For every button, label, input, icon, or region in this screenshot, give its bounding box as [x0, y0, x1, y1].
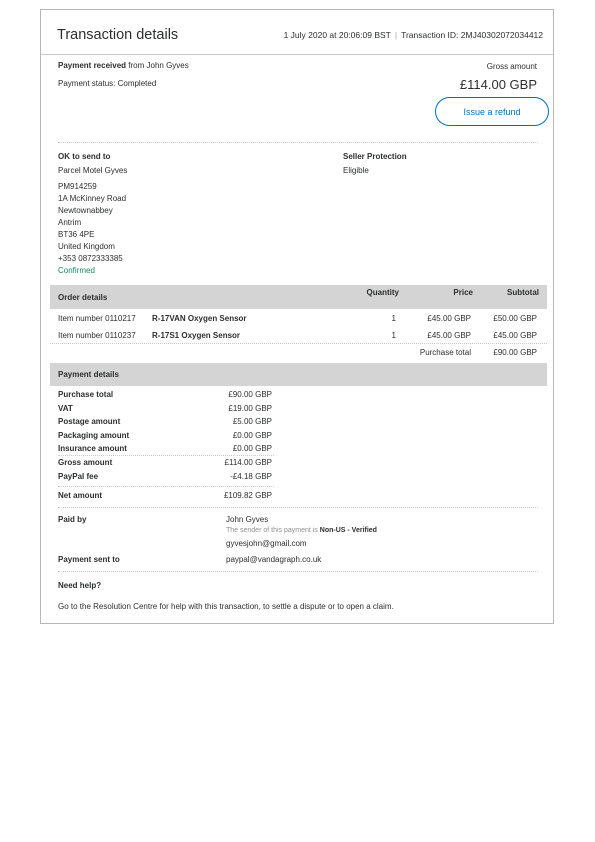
detail-label: VAT	[58, 404, 73, 413]
detail-value: £5.00 GBP	[232, 417, 272, 426]
item-quantity: 1	[391, 331, 396, 340]
item-name: R-17VAN Oxygen Sensor	[152, 314, 247, 323]
address-line: Newtownabbey	[58, 206, 113, 215]
detail-value: £90.00 GBP	[228, 390, 272, 399]
detail-value: £114.00 GBP	[224, 458, 272, 467]
address-line: United Kingdom	[58, 242, 115, 251]
detail-label: Insurance amount	[58, 444, 127, 453]
item-number: Item number 0110217	[58, 314, 136, 323]
divider	[58, 455, 274, 456]
payment-details-heading: Payment details	[58, 370, 119, 379]
purchase-total-value: £90.00 GBP	[493, 348, 537, 357]
transaction-datetime: 1 July 2020 at 20:06:09 BST	[283, 30, 391, 40]
help-prefix: Go to the	[58, 602, 91, 611]
sender-note-prefix: The sender of this payment is	[226, 527, 318, 534]
seller-protection-heading: Seller Protection	[343, 152, 407, 161]
recipient-email: paypal@vandagraph.co.uk	[226, 555, 322, 564]
detail-value: -£4.18 GBP	[230, 472, 272, 481]
address-line: 1A McKinney Road	[58, 194, 127, 203]
payment-received-label: Payment received	[58, 61, 127, 70]
column-subtotal: Subtotal	[507, 288, 539, 297]
purchase-total-label: Purchase total	[419, 348, 471, 357]
payment-from: from John Gyves	[128, 61, 189, 70]
detail-label: Gross amount	[58, 458, 113, 467]
shipping-address	[58, 181, 126, 277]
order-details-heading: Order details	[58, 293, 108, 302]
payment-sent-to-label: Payment sent to	[58, 555, 120, 564]
page-title: Transaction details	[57, 27, 179, 43]
detail-label: Postage amount	[58, 417, 121, 426]
column-price: Price	[453, 288, 473, 297]
item-number: Item number 0110237	[58, 331, 136, 340]
detail-value: £19.00 GBP	[228, 404, 272, 413]
detail-label: Purchase total	[58, 390, 114, 399]
divider	[58, 142, 538, 143]
gross-amount-value: £114.00 GBP	[459, 77, 537, 92]
payment-status-value: Completed	[117, 79, 157, 88]
detail-value: £109.82 GBP	[223, 491, 272, 500]
transaction-details-card	[40, 9, 554, 624]
detail-label: Net amount	[58, 491, 102, 500]
phone-number: +353 0872333385	[58, 254, 123, 263]
gross-amount-label: Gross amount	[486, 62, 537, 71]
column-quantity: Quantity	[366, 288, 399, 297]
issue-refund-button[interactable]: Issue a refund	[435, 97, 549, 126]
ok-to-send-heading: OK to send to	[58, 152, 111, 161]
sender-note	[226, 527, 377, 534]
recipient-name: Parcel Motel Gyves	[58, 166, 128, 175]
payment-received	[58, 61, 189, 70]
payer-email: gyvesjohn@gmail.com	[226, 539, 307, 548]
detail-value: £0.00 GBP	[232, 444, 272, 453]
divider	[58, 571, 538, 572]
item-price: £45.00 GBP	[427, 314, 471, 323]
address-line: PM914259	[58, 182, 97, 191]
detail-label: Packaging amount	[58, 431, 130, 440]
payer-name: John Gyves	[226, 515, 269, 524]
address-line: BT36 4PE	[58, 230, 95, 239]
detail-value: £0.00 GBP	[232, 431, 272, 440]
need-help-heading: Need help?	[58, 581, 102, 590]
divider	[58, 486, 274, 487]
divider	[58, 507, 538, 508]
payment-status	[58, 79, 156, 88]
item-subtotal: £45.00 GBP	[493, 331, 537, 340]
seller-protection-value: Eligible	[343, 166, 369, 175]
address-line: Antrim	[58, 218, 82, 227]
order-details-header	[50, 285, 547, 309]
address-confirmed-status: Confirmed	[58, 266, 95, 275]
item-quantity: 1	[391, 314, 396, 323]
sender-verification-status: Non-US - Verified	[319, 527, 377, 534]
item-name: R-17S1 Oxygen Sensor	[152, 331, 241, 340]
detail-label: PayPal fee	[58, 472, 99, 481]
help-text	[58, 602, 394, 611]
meta-separator: |	[394, 30, 398, 40]
payment-details-header	[50, 363, 547, 386]
payment-status-label: Payment status:	[58, 79, 116, 88]
transaction-id: Transaction ID: 2MJ40302072034412	[401, 30, 543, 40]
divider	[50, 343, 547, 344]
resolution-centre-link[interactable]: Resolution Centre	[93, 602, 158, 611]
help-suffix: for help with this transaction, to settle a dispute or to open a claim.	[159, 602, 394, 611]
item-subtotal: £50.00 GBP	[493, 314, 537, 323]
header	[41, 10, 553, 55]
paid-by-label: Paid by	[58, 515, 87, 524]
transaction-meta	[284, 30, 543, 40]
item-price: £45.00 GBP	[427, 331, 471, 340]
